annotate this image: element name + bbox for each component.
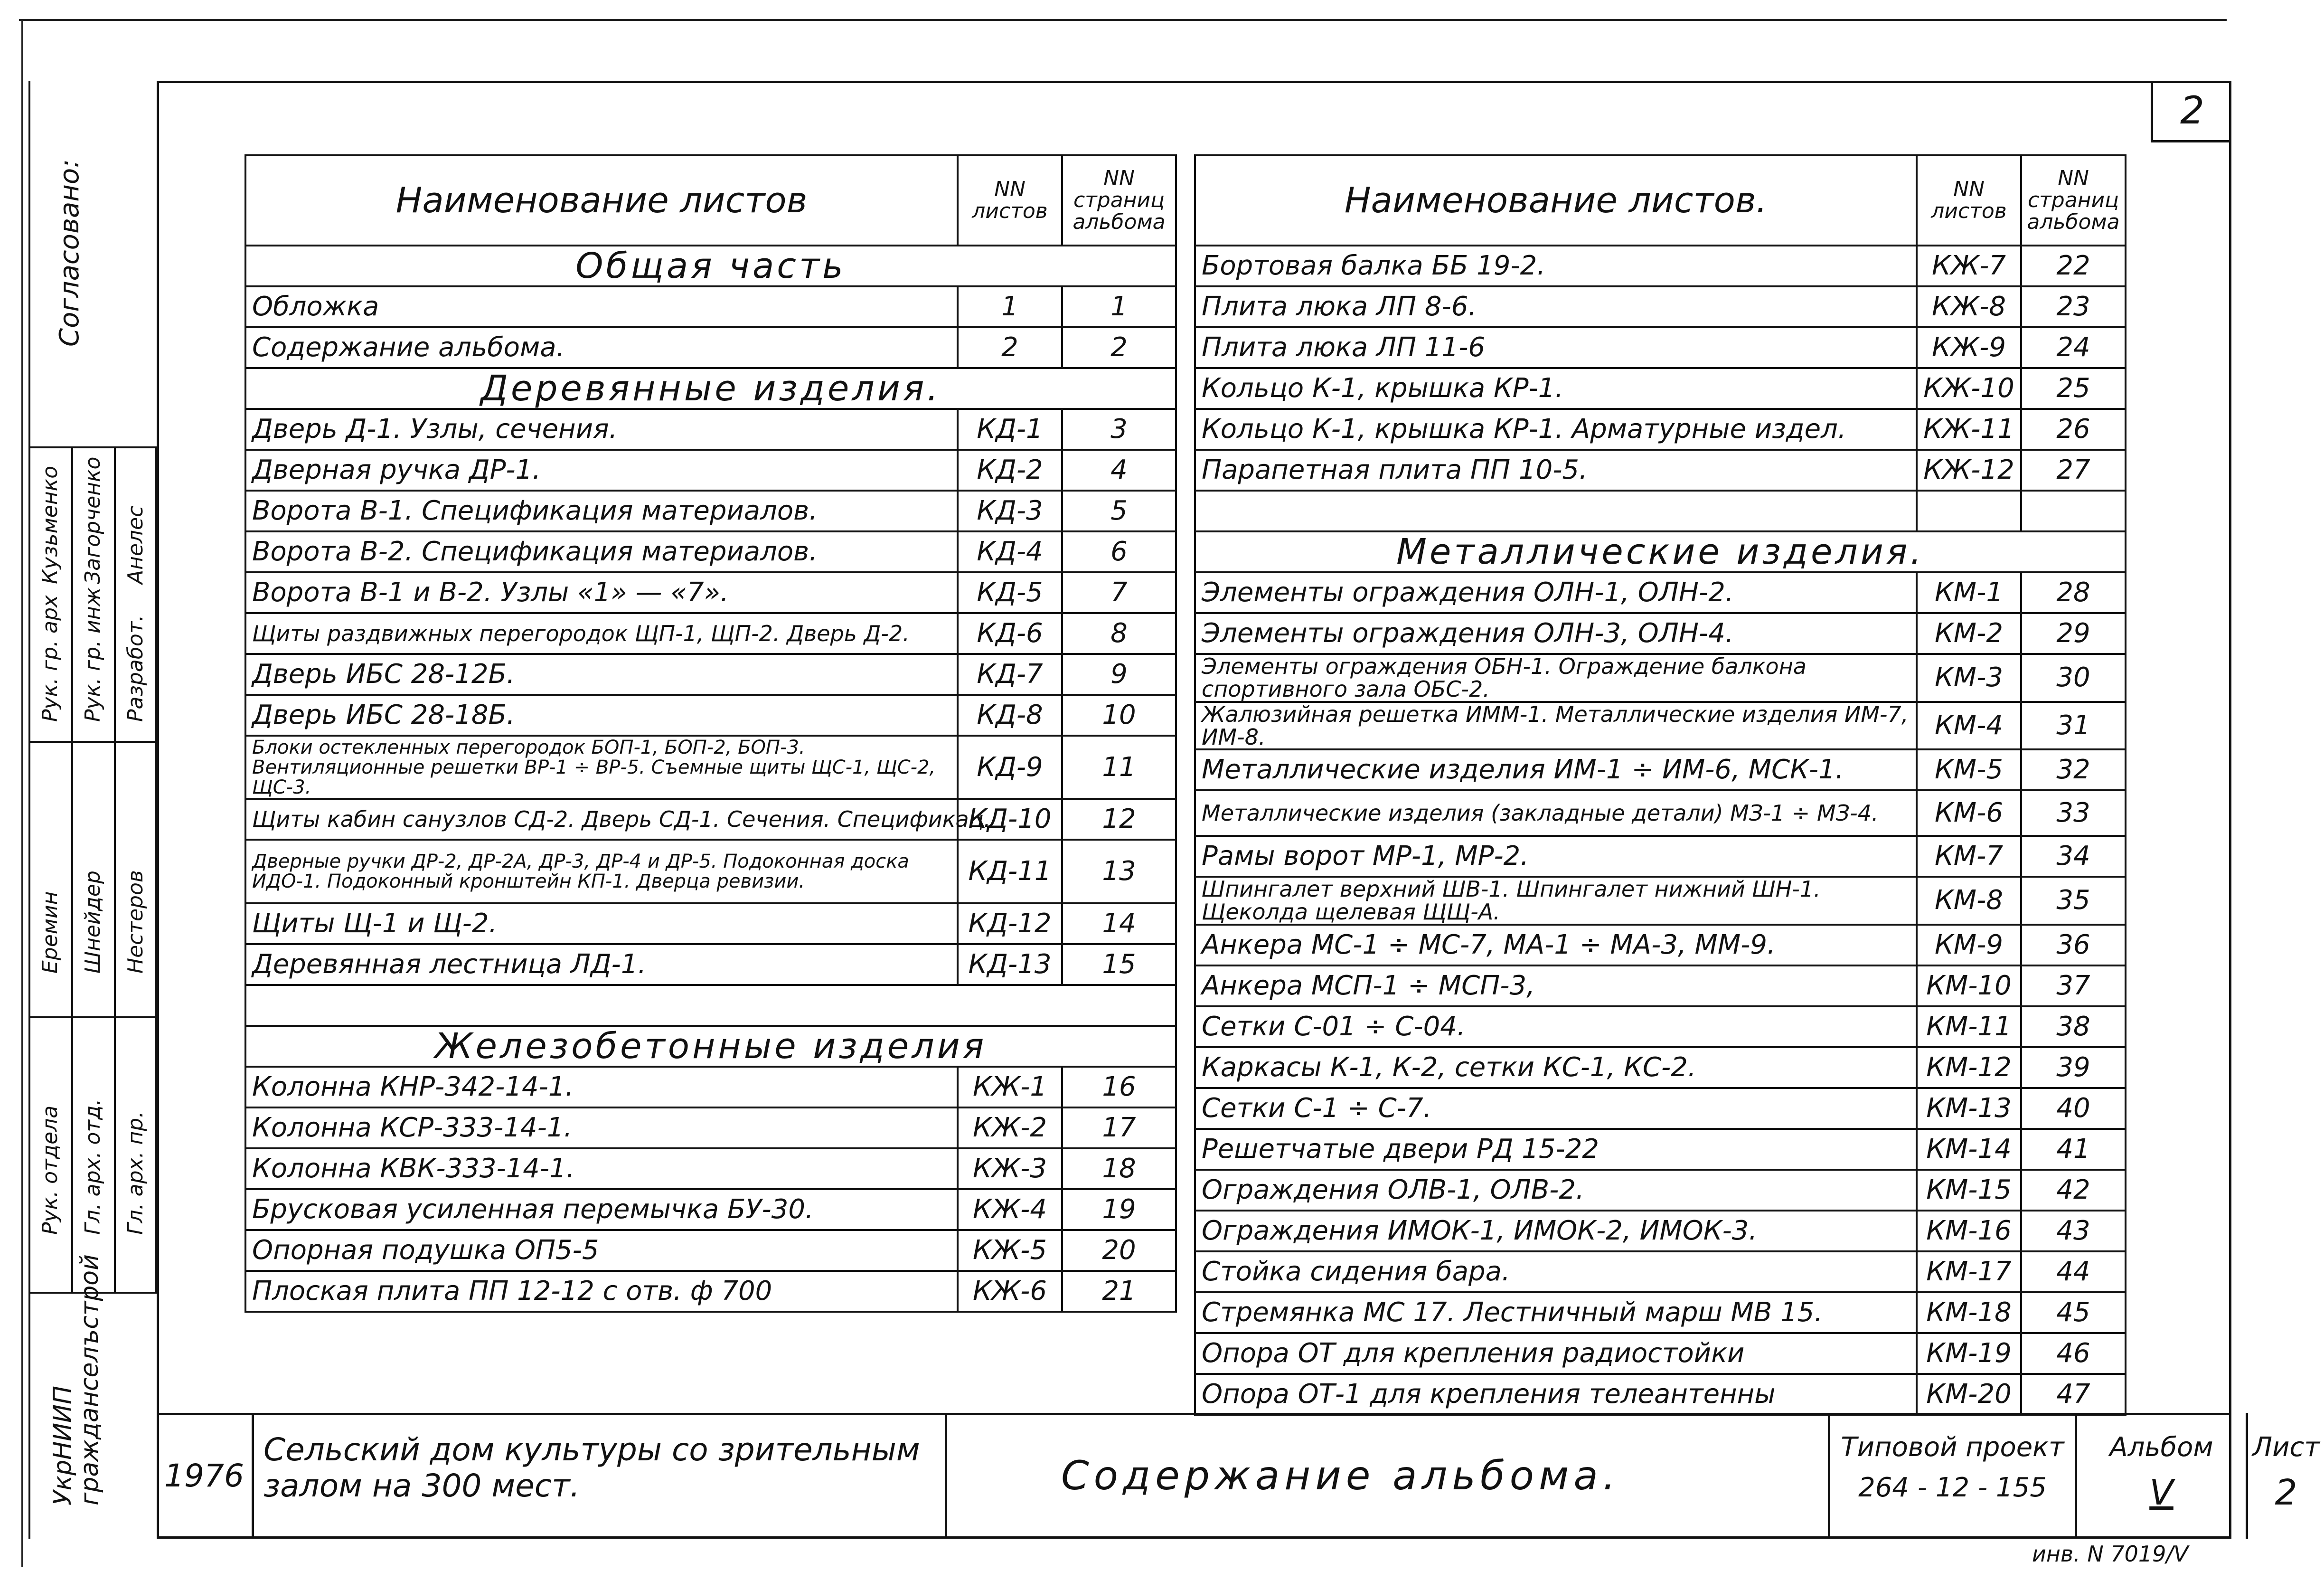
sheet-name: Анкера МСП-1 ÷ МСП-3, [1195, 965, 1917, 1006]
sheet-name: Шпингалет верхний ШВ-1. Шпингалет нижний ШН-1. Щеколда щелевая ЩЩ-А. [1195, 877, 1917, 925]
table-row [1195, 925, 2126, 965]
page-number-cell: 33 [2021, 790, 2126, 836]
sheet-name: Щиты раздвижных перегородок ЩП-1, ЩП-2. Дверь Д-2. [245, 613, 958, 654]
page-number: 2 [2151, 81, 2231, 142]
sheet-number: КМ-8 [1917, 877, 2021, 925]
table-row [1195, 1374, 2126, 1415]
sheet-number: КЖ-9 [1917, 327, 2021, 368]
object-name: Сельский дом культуры со зрительным залом на 300 мест. [252, 1413, 945, 1539]
sheet-number: КД-5 [958, 572, 1062, 613]
page-number-cell: 42 [2021, 1170, 2126, 1211]
sheet-name: Бортовая балка ББ 19-2. [1195, 246, 1917, 286]
sheet-number: КЖ-8 [1917, 286, 2021, 327]
sheet-name: Кольцо К-1, крышка КР-1. Арматурные издел. [1195, 409, 1917, 450]
organization-label: УкрНИИП гражданселъстрой [48, 1254, 104, 1505]
table-row [245, 799, 1176, 840]
page-number-cell: 20 [1062, 1230, 1176, 1271]
page-number-cell: 24 [2021, 327, 2126, 368]
sheet-name: Щиты кабин санузлов СД-2. Дверь СД-1. Сечения. Спецификац. [245, 799, 958, 840]
page-number-cell: 1 [1062, 286, 1176, 327]
sheet-name: Жалюзийная решетка ИММ-1. Металлические изделия ИМ-7, ИМ-8. [1195, 702, 1917, 750]
table-row [1195, 450, 2126, 491]
sheet-name: Плита люка ЛП 8-6. [1195, 286, 1917, 327]
table-row [1195, 1251, 2126, 1292]
album-number: V [2149, 1472, 2173, 1513]
table-row [245, 654, 1176, 695]
sheet-name: Опора ОТ для крепления радиостойки [1195, 1333, 1917, 1374]
stamp-name-1: Еремин [38, 891, 62, 974]
page-number-cell: 25 [2021, 368, 2126, 409]
sheet-number: КЖ-6 [958, 1271, 1062, 1312]
table-row [245, 409, 1176, 450]
sheet-number: КД-13 [958, 944, 1062, 985]
sheet-name: Ворота В-2. Спецификация материалов. [245, 531, 958, 572]
sheet-name: Металлические изделия (закладные детали) МЗ-1 ÷ МЗ-4. [1195, 790, 1917, 836]
sheet-name: Стойка сидения бара. [1195, 1251, 1917, 1292]
table-row [245, 572, 1176, 613]
page-number-cell: 16 [1062, 1067, 1176, 1107]
sheet-name: Блоки остекленных перегородок БОП-1, БОП-2, БОП-3. Вентиляционные решетки ВР-1 ÷ ВР-5. Съемные щиты ЩС-1, ЩС-2, ЩС-3. [245, 736, 958, 799]
page-number-cell: 2 [1062, 327, 1176, 368]
sheet-number: КД-2 [958, 450, 1062, 491]
table-row [1195, 613, 2126, 654]
stamp-name-4: Кузьменко [38, 465, 62, 584]
sheet-number: КЖ-2 [958, 1107, 1062, 1148]
table-row [245, 695, 1176, 736]
page-number-cell: 32 [2021, 749, 2126, 790]
contents-table-left [245, 154, 1177, 1313]
stamp-role-4: Рук. гр. арх [38, 595, 62, 722]
page-number-cell: 44 [2021, 1251, 2126, 1292]
page-number-cell: 10 [1062, 695, 1176, 736]
table-row [1195, 246, 2126, 286]
stamp-name-3: Нестеров [123, 870, 148, 974]
table-row [245, 1148, 1176, 1189]
sheet-name: Ограждения ИМОК-1, ИМОК-2, ИМОК-3. [1195, 1211, 1917, 1251]
table-row [1195, 572, 2126, 613]
left-border-line [21, 19, 23, 1567]
sheet-number: КД-12 [958, 903, 1062, 944]
header-name: Наименование листов. [1195, 155, 1917, 246]
table-row [1195, 1211, 2126, 1251]
page-number-cell: 21 [1062, 1271, 1176, 1312]
sheet-name: Колонна КНР-342-14-1. [245, 1067, 958, 1107]
sheet-number: КД-7 [958, 654, 1062, 695]
stamp-role-1: Рук. отдела [38, 1105, 62, 1235]
sheet-name: Парапетная плита ПП 10-5. [1195, 450, 1917, 491]
stamp-role-5: Рук. гр. инж [81, 587, 105, 722]
sheet-number: КМ-15 [1917, 1170, 2021, 1211]
sheet-name: Сетки С-1 ÷ С-7. [1195, 1088, 1917, 1129]
sheet-label: Лист [2252, 1432, 2320, 1463]
page-number-cell: 18 [1062, 1148, 1176, 1189]
table-row [245, 491, 1176, 531]
blank-cell [1195, 491, 1917, 531]
header-sheet-no: NN листов [1917, 155, 2021, 246]
table-row [245, 1026, 1176, 1067]
page-number-cell: 9 [1062, 654, 1176, 695]
page-number-cell: 27 [2021, 450, 2126, 491]
sheet-name: Элементы ограждения ОЛН-1, ОЛН-2. [1195, 572, 1917, 613]
sheet-name: Колонна КСР-333-14-1. [245, 1107, 958, 1148]
sheet-title: Содержание альбома. [945, 1413, 1828, 1539]
sheet-name: Элементы ограждения ОЛН-3, ОЛН-4. [1195, 613, 1917, 654]
page-number-cell: 30 [2021, 654, 2126, 702]
stamp-role-3: Гл. арх. пр. [123, 1111, 148, 1235]
page-number-cell: 43 [2021, 1211, 2126, 1251]
page-number-cell: 36 [2021, 925, 2126, 965]
sheet-number: КМ-17 [1917, 1251, 2021, 1292]
stamp-name-6: Анелес [123, 505, 148, 584]
project-number: 264 - 12 - 155 [1858, 1472, 2047, 1503]
page-number-cell: 13 [1062, 840, 1176, 903]
sheet-number: КМ-20 [1917, 1374, 2021, 1415]
sheet-name: Плита люка ЛП 11-6 [1195, 327, 1917, 368]
section-heading: Металлические изделия. [1195, 531, 2126, 572]
sheet-number: 1 [958, 286, 1062, 327]
sheet-number: КД-9 [958, 736, 1062, 799]
page-number-cell: 40 [2021, 1088, 2126, 1129]
sheet-number: КЖ-10 [1917, 368, 2021, 409]
sheet-number: КД-3 [958, 491, 1062, 531]
sheet-cell [2246, 1413, 2324, 1539]
table-row [1195, 749, 2126, 790]
table-row [1195, 368, 2126, 409]
table-row [245, 1067, 1176, 1107]
table-row [245, 1189, 1176, 1230]
page-number-cell: 45 [2021, 1292, 2126, 1333]
table-row [1195, 1333, 2126, 1374]
stamp-signature-grid [28, 446, 157, 1292]
sheet-number: КЖ-11 [1917, 409, 2021, 450]
sheet-name: Плоская плита ПП 12-12 с отв. ф 700 [245, 1271, 958, 1312]
table-row [245, 450, 1176, 491]
section-heading: Железобетонные изделия [245, 1026, 1176, 1067]
table-row [1195, 1129, 2126, 1170]
sheet-name: Рамы ворот МР-1, МР-2. [1195, 836, 1917, 877]
sheet-number: КМ-11 [1917, 1006, 2021, 1047]
stamp-role-6: Разработ. [123, 615, 148, 722]
sheet-number: КД-10 [958, 799, 1062, 840]
sheet-number: КД-11 [958, 840, 1062, 903]
sheet-number: 2 [2275, 1472, 2297, 1513]
sheet-number: 2 [958, 327, 1062, 368]
table-row [245, 327, 1176, 368]
table-row [1195, 965, 2126, 1006]
sheet-name: Металлические изделия ИМ-1 ÷ ИМ-6, МСК-1. [1195, 749, 1917, 790]
page-number-cell: 4 [1062, 450, 1176, 491]
sheet-number: КМ-9 [1917, 925, 2021, 965]
page-number-cell: 5 [1062, 491, 1176, 531]
page-number-cell: 3 [1062, 409, 1176, 450]
sheet-number: КМ-5 [1917, 749, 2021, 790]
sheet-number: КМ-2 [1917, 613, 2021, 654]
page-number-cell: 26 [2021, 409, 2126, 450]
table-row [245, 840, 1176, 903]
blank-cell [1917, 491, 2021, 531]
header-page-no: NN страниц альбома [1062, 155, 1176, 246]
page-number-cell: 47 [2021, 1374, 2126, 1415]
page-number-cell: 15 [1062, 944, 1176, 985]
sheet-number: КЖ-12 [1917, 450, 2021, 491]
sheet-number: КМ-6 [1917, 790, 2021, 836]
sheet-name: Дверная ручка ДР-1. [245, 450, 958, 491]
sheet-number: КЖ-7 [1917, 246, 2021, 286]
page-number-cell: 14 [1062, 903, 1176, 944]
sheet-name: Дверь ИБС 28-18Б. [245, 695, 958, 736]
table-row [1195, 409, 2126, 450]
table-row [1195, 654, 2126, 702]
section-heading: Деревянные изделия. [245, 368, 1176, 409]
page-number-cell: 11 [1062, 736, 1176, 799]
table-row [245, 286, 1176, 327]
sheet-number: КЖ-1 [958, 1067, 1062, 1107]
sheet-name: Брусковая усиленная перемычка БУ-30. [245, 1189, 958, 1230]
page-number-cell: 34 [2021, 836, 2126, 877]
page-number-cell: 41 [2021, 1129, 2126, 1170]
sheet-number: КМ-19 [1917, 1333, 2021, 1374]
stamp-role-2: Гл. арх. отд. [81, 1098, 105, 1235]
table-row [1195, 531, 2126, 572]
sheet-name: Дверь ИБС 28-12Б. [245, 654, 958, 695]
sheet-name: Обложка [245, 286, 958, 327]
page-number-cell: 29 [2021, 613, 2126, 654]
sheet-name: Каркасы К-1, К-2, сетки КС-1, КС-2. [1195, 1047, 1917, 1088]
sheet-name: Опора ОТ-1 для крепления телеантенны [1195, 1374, 1917, 1415]
page-number-cell: 7 [1062, 572, 1176, 613]
sheet-name: Колонна КВК-333-14-1. [245, 1148, 958, 1189]
title-block [157, 1413, 2320, 1539]
album-cell [2075, 1413, 2246, 1539]
page-number-cell: 28 [2021, 572, 2126, 613]
table-row [1195, 877, 2126, 925]
table-row [245, 944, 1176, 985]
sheet-number: КЖ-3 [958, 1148, 1062, 1189]
page-number-cell: 39 [2021, 1047, 2126, 1088]
sheet-name: Решетчатые двери РД 15-22 [1195, 1129, 1917, 1170]
sheet-name: Элементы ограждения ОБН-1. Ограждение балкона спортивного зала ОБС-2. [1195, 654, 1917, 702]
table-row [1195, 491, 2126, 531]
table-row [1195, 1088, 2126, 1129]
agreed-label: Согласовано: [54, 159, 85, 347]
page-number-cell: 8 [1062, 613, 1176, 654]
table-row [1195, 1006, 2126, 1047]
header-sheet-no: NN листов [958, 155, 1062, 246]
sheet-name: Дверь Д-1. Узлы, сечения. [245, 409, 958, 450]
header-page-no: NN страниц альбома [2021, 155, 2126, 246]
table-row [245, 613, 1176, 654]
sheet-number: КМ-16 [1917, 1211, 2021, 1251]
page-number-cell: 12 [1062, 799, 1176, 840]
sheet-name: Анкера МС-1 ÷ МС-7, МА-1 ÷ МА-3, ММ-9. [1195, 925, 1917, 965]
page-number-cell: 6 [1062, 531, 1176, 572]
table-row [1195, 327, 2126, 368]
page-number-cell: 17 [1062, 1107, 1176, 1148]
table-row [1195, 836, 2126, 877]
sheet-number: КД-6 [958, 613, 1062, 654]
sheet-name: Ворота В-1. Спецификация материалов. [245, 491, 958, 531]
sheet-name: Стремянка МС 17. Лестничный марш МВ 15. [1195, 1292, 1917, 1333]
page-number-cell: 46 [2021, 1333, 2126, 1374]
sheet-number: КМ-12 [1917, 1047, 2021, 1088]
project-label: Типовой проект [1841, 1432, 2064, 1463]
table-row [1195, 286, 2126, 327]
blank-cell [2021, 491, 2126, 531]
sheet-number: КМ-13 [1917, 1088, 2021, 1129]
project-cell [1828, 1413, 2075, 1539]
stamp-name-2: Шнейдер [81, 871, 105, 974]
table-row [245, 1271, 1176, 1312]
sheet-name: Ворота В-1 и В-2. Узлы «1» — «7». [245, 572, 958, 613]
sheet-name: Сетки С-01 ÷ С-04. [1195, 1006, 1917, 1047]
table-row [245, 246, 1176, 286]
page-number-cell: 22 [2021, 246, 2126, 286]
blank-cell [245, 985, 1176, 1026]
sheet-name: Опорная подушка ОП5-5 [245, 1230, 958, 1271]
sheet-number: КЖ-5 [958, 1230, 1062, 1271]
sheet-name: Деревянная лестница ЛД-1. [245, 944, 958, 985]
contents-table-right [1194, 154, 2126, 1416]
table-row [245, 1230, 1176, 1271]
sheet-number: КМ-10 [1917, 965, 2021, 1006]
album-label: Альбом [2109, 1432, 2213, 1463]
page-number-cell: 35 [2021, 877, 2126, 925]
sheet-number: КМ-14 [1917, 1129, 2021, 1170]
sheet-number: КМ-1 [1917, 572, 2021, 613]
page-number-cell: 31 [2021, 702, 2126, 750]
sheet-number: КМ-7 [1917, 836, 2021, 877]
sheet-name: Кольцо К-1, крышка КР-1. [1195, 368, 1917, 409]
table-row [1195, 702, 2126, 750]
page-number-cell: 19 [1062, 1189, 1176, 1230]
sheet-number: КД-1 [958, 409, 1062, 450]
sheet-name: Содержание альбома. [245, 327, 958, 368]
table-row [245, 531, 1176, 572]
page-number-cell: 38 [2021, 1006, 2126, 1047]
inventory-number: инв. N 7019/V [2032, 1541, 2189, 1567]
sheet-name: Ограждения ОЛВ-1, ОЛВ-2. [1195, 1170, 1917, 1211]
table-row [245, 1107, 1176, 1148]
sheet-number: КЖ-4 [958, 1189, 1062, 1230]
sheet-number: КМ-18 [1917, 1292, 2021, 1333]
section-heading: Общая часть [245, 246, 1176, 286]
table-row [245, 985, 1176, 1026]
header-name: Наименование листов [245, 155, 958, 246]
year: 1976 [164, 1457, 244, 1494]
table-row [245, 903, 1176, 944]
top-border-line [19, 19, 2227, 21]
sheet-number: КД-8 [958, 695, 1062, 736]
table-row [1195, 1047, 2126, 1088]
sheet-name: Щиты Щ-1 и Щ-2. [245, 903, 958, 944]
table-row [1195, 1170, 2126, 1211]
table-row [1195, 1292, 2126, 1333]
page-number-cell: 23 [2021, 286, 2126, 327]
sheet-name: Дверные ручки ДР-2, ДР-2А, ДР-3, ДР-4 и ДР-5. Подоконная доска ИДО-1. Подоконный кронштейн КП-1. Дверца ревизии. [245, 840, 958, 903]
stamp-name-5: Загорченко [81, 456, 105, 584]
sheet-number: КМ-3 [1917, 654, 2021, 702]
page-number-cell: 37 [2021, 965, 2126, 1006]
table-row [1195, 790, 2126, 836]
table-row [245, 736, 1176, 799]
table-row [245, 368, 1176, 409]
sheet-number: КМ-4 [1917, 702, 2021, 750]
sheet-number: КД-4 [958, 531, 1062, 572]
